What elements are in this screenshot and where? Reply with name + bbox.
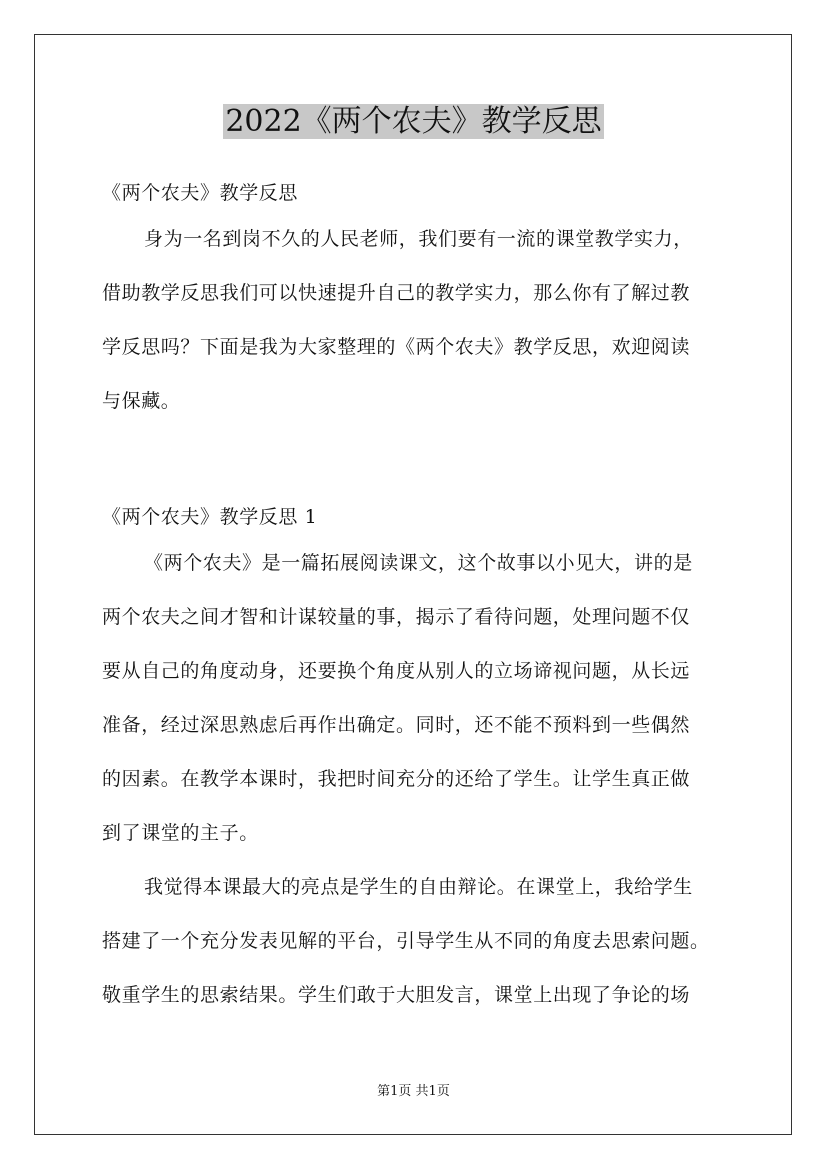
paragraph-line: 两个农夫之间才智和计谋较量的事，揭示了看待问题，处理问题不仅 xyxy=(102,606,691,628)
paragraph-2 xyxy=(102,860,742,1022)
paragraph-line: 搭建了一个充分发表见解的平台，引导学生从不同的角度去思索问题。 xyxy=(102,930,710,952)
spacer xyxy=(102,466,742,498)
intro-line: 与保藏。 xyxy=(102,390,181,412)
intro-line: 身为一名到岗不久的人民老师，我们要有一流的课堂教学实力， xyxy=(144,228,693,250)
paragraph-line: 我觉得本课最大的亮点是学生的自由辩论。在课堂上，我给学生 xyxy=(144,876,693,898)
section-heading: 《两个农夫》教学反思 1 xyxy=(102,506,318,528)
page-footer xyxy=(0,1082,827,1102)
paragraph-line: 敬重学生的思索结果。学生们敢于大胆发言，课堂上出现了争论的场 xyxy=(102,984,691,1006)
document-body xyxy=(102,174,742,1022)
document-title xyxy=(0,100,827,144)
paragraph-line: 准备，经过深思熟虑后再作出确定。同时，还不能不预料到一些偶然 xyxy=(102,714,691,736)
intro-paragraph xyxy=(102,212,742,428)
paragraph-1 xyxy=(102,536,742,860)
paragraph-line: 要从自己的角度动身，还要换个角度从别人的立场谛视问题，从长远 xyxy=(102,660,691,682)
subtitle: 《两个农夫》教学反思 xyxy=(102,182,299,204)
paragraph-line: 的因素。在教学本课时，我把时间充分的还给了学生。让学生真正做 xyxy=(102,768,691,790)
paragraph-line: 到了课堂的主子。 xyxy=(102,822,259,844)
spacer xyxy=(102,428,742,466)
document-title-text: 2022《两个农夫》教学反思 xyxy=(225,104,602,139)
paragraph-line: 《两个农夫》是一篇拓展阅读课文，这个故事以小见大，讲的是 xyxy=(144,552,693,574)
intro-line: 学反思吗？下面是我为大家整理的《两个农夫》教学反思，欢迎阅读 xyxy=(102,336,691,358)
page-number: 第1页 共1页 xyxy=(377,1084,450,1099)
intro-line: 借助教学反思我们可以快速提升自己的教学实力，那么你有了解过教 xyxy=(102,282,691,304)
